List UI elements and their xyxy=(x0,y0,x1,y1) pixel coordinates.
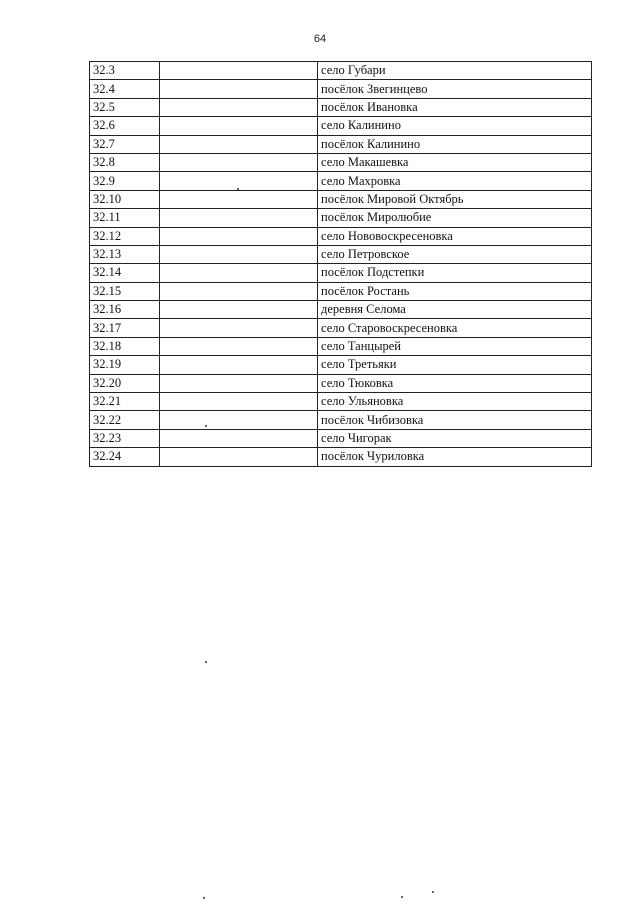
table-row xyxy=(90,264,592,282)
empty-cell xyxy=(160,356,318,374)
row-number-cell: 32.22 xyxy=(90,411,160,429)
locality-name-cell: посёлок Чуриловка xyxy=(318,448,592,466)
row-number-cell: 32.8 xyxy=(90,153,160,171)
scan-speck xyxy=(203,897,205,899)
row-number-cell: 32.4 xyxy=(90,80,160,98)
page-number: 64 xyxy=(313,33,327,45)
table-row xyxy=(90,448,592,466)
table-row xyxy=(90,98,592,116)
row-number-cell: 32.5 xyxy=(90,98,160,116)
locality-name-cell: село Петровское xyxy=(318,245,592,263)
empty-cell xyxy=(160,98,318,116)
empty-cell xyxy=(160,411,318,429)
row-number-cell: 32.20 xyxy=(90,374,160,392)
locality-table xyxy=(89,61,592,467)
empty-cell xyxy=(160,245,318,263)
row-number-cell: 32.16 xyxy=(90,301,160,319)
row-number-cell: 32.7 xyxy=(90,135,160,153)
row-number-cell: 32.15 xyxy=(90,282,160,300)
empty-cell xyxy=(160,301,318,319)
empty-cell xyxy=(160,448,318,466)
empty-cell xyxy=(160,337,318,355)
table-row xyxy=(90,135,592,153)
table-row xyxy=(90,209,592,227)
row-number-cell: 32.24 xyxy=(90,448,160,466)
row-number-cell: 32.10 xyxy=(90,190,160,208)
row-number-cell: 32.6 xyxy=(90,117,160,135)
locality-name-cell: село Тюковка xyxy=(318,374,592,392)
locality-name-cell: село Ульяновка xyxy=(318,393,592,411)
empty-cell xyxy=(160,190,318,208)
scan-speck xyxy=(205,661,207,663)
locality-name-cell: село Махровка xyxy=(318,172,592,190)
row-number-cell: 32.17 xyxy=(90,319,160,337)
empty-cell xyxy=(160,264,318,282)
scan-speck xyxy=(237,188,239,190)
table-row xyxy=(90,374,592,392)
locality-name-cell: посёлок Чибизовка xyxy=(318,411,592,429)
row-number-cell: 32.9 xyxy=(90,172,160,190)
locality-name-cell: село Губари xyxy=(318,62,592,80)
table-row xyxy=(90,393,592,411)
row-number-cell: 32.18 xyxy=(90,337,160,355)
locality-name-cell: посёлок Ростань xyxy=(318,282,592,300)
locality-name-cell: посёлок Звегинцево xyxy=(318,80,592,98)
empty-cell xyxy=(160,393,318,411)
table-row xyxy=(90,153,592,171)
table-row xyxy=(90,429,592,447)
empty-cell xyxy=(160,80,318,98)
table-body xyxy=(90,62,592,467)
scan-speck xyxy=(432,891,434,893)
table-row xyxy=(90,319,592,337)
empty-cell xyxy=(160,153,318,171)
locality-name-cell: село Макашевка xyxy=(318,153,592,171)
row-number-cell: 32.13 xyxy=(90,245,160,263)
empty-cell xyxy=(160,62,318,80)
table-row xyxy=(90,117,592,135)
row-number-cell: 32.19 xyxy=(90,356,160,374)
locality-name-cell: посёлок Подстепки xyxy=(318,264,592,282)
empty-cell xyxy=(160,319,318,337)
empty-cell xyxy=(160,135,318,153)
table-row xyxy=(90,172,592,190)
table-row xyxy=(90,356,592,374)
locality-name-cell: село Старовоскресеновка xyxy=(318,319,592,337)
row-number-cell: 32.23 xyxy=(90,429,160,447)
locality-name-cell: село Калинино xyxy=(318,117,592,135)
table-row xyxy=(90,62,592,80)
locality-name-cell: деревня Селома xyxy=(318,301,592,319)
row-number-cell: 32.14 xyxy=(90,264,160,282)
row-number-cell: 32.12 xyxy=(90,227,160,245)
row-number-cell: 32.11 xyxy=(90,209,160,227)
table-row xyxy=(90,245,592,263)
table-row xyxy=(90,190,592,208)
locality-name-cell: посёлок Мировой Октябрь xyxy=(318,190,592,208)
table-row xyxy=(90,411,592,429)
table-row xyxy=(90,301,592,319)
locality-name-cell: посёлок Ивановка xyxy=(318,98,592,116)
scan-speck xyxy=(401,896,403,898)
row-number-cell: 32.3 xyxy=(90,62,160,80)
table-row xyxy=(90,80,592,98)
empty-cell xyxy=(160,282,318,300)
locality-name-cell: село Чигорак xyxy=(318,429,592,447)
locality-name-cell: село Третьяки xyxy=(318,356,592,374)
locality-name-cell: село Танцырей xyxy=(318,337,592,355)
empty-cell xyxy=(160,429,318,447)
empty-cell xyxy=(160,227,318,245)
scan-speck xyxy=(205,425,207,427)
empty-cell xyxy=(160,374,318,392)
locality-name-cell: посёлок Калинино xyxy=(318,135,592,153)
table-row xyxy=(90,282,592,300)
table-row xyxy=(90,227,592,245)
empty-cell xyxy=(160,117,318,135)
locality-name-cell: посёлок Миролюбие xyxy=(318,209,592,227)
table-row xyxy=(90,337,592,355)
empty-cell xyxy=(160,209,318,227)
locality-name-cell: село Нововоскресеновка xyxy=(318,227,592,245)
row-number-cell: 32.21 xyxy=(90,393,160,411)
